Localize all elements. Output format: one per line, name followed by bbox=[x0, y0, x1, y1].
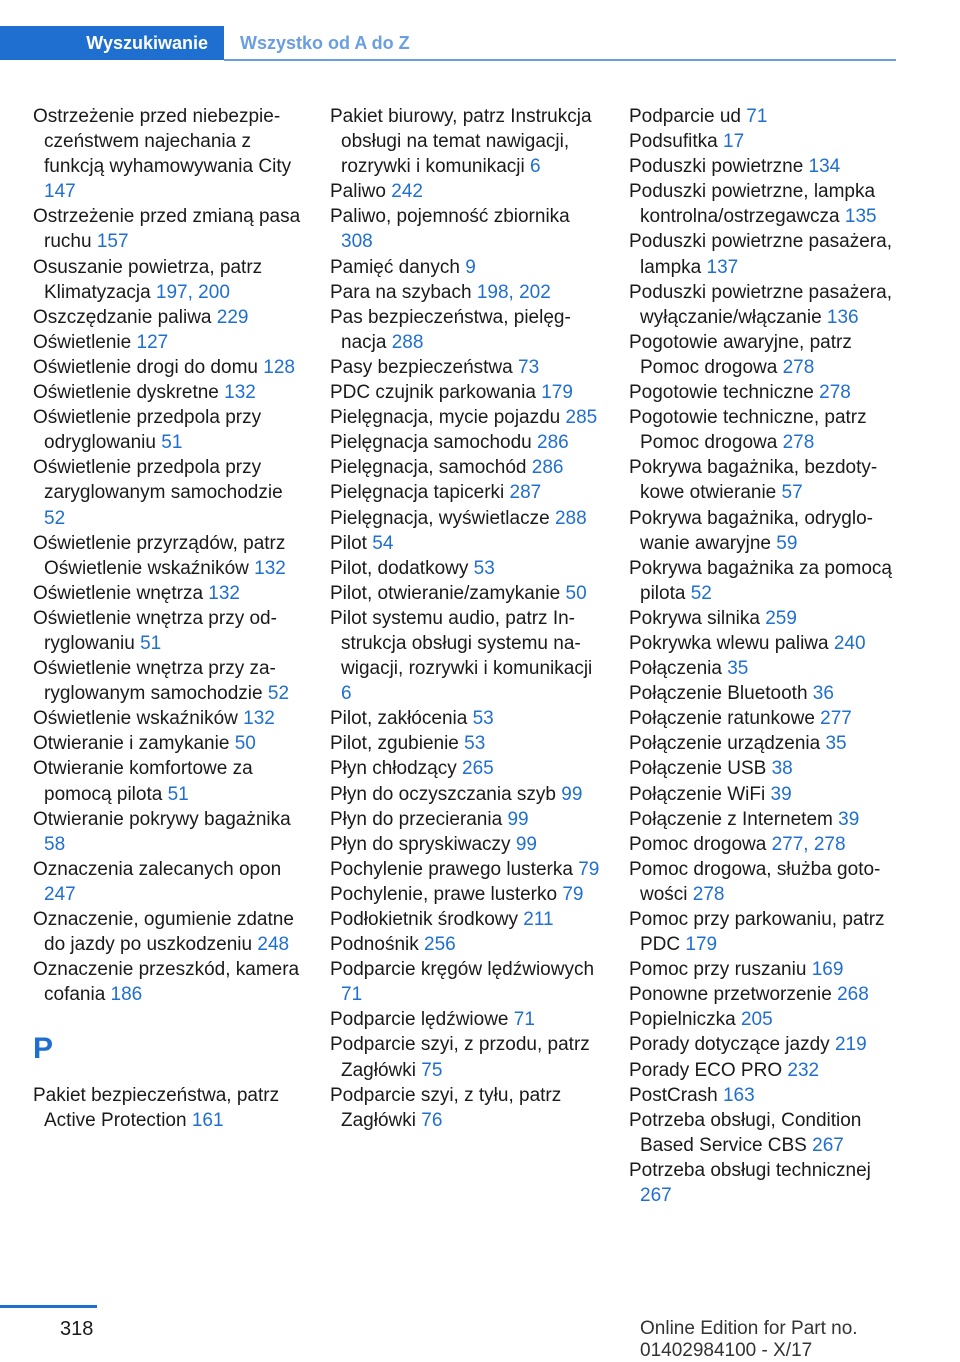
entry-term: Płyn do oczyszczania szyb bbox=[330, 783, 562, 805]
page-link[interactable]: 242 bbox=[391, 181, 423, 203]
index-entry bbox=[33, 656, 308, 706]
entry-term: Pilot systemu audio, patrz Instrukcja obsługi systemu nawigacji, rozrywki i komunikacji bbox=[330, 607, 593, 680]
page-link[interactable]: 219 bbox=[834, 1034, 867, 1056]
page-link[interactable]: 59 bbox=[776, 532, 798, 554]
index-entry bbox=[33, 104, 308, 204]
entry-term: Połączenie USB bbox=[629, 758, 772, 780]
index-entry bbox=[330, 932, 605, 957]
index-entry bbox=[629, 405, 899, 455]
entry-term: Potrzeba obsługi technicznej bbox=[629, 1159, 871, 1181]
entry-term: Połączenie WiFi bbox=[629, 783, 771, 805]
page-link[interactable]: 38 bbox=[771, 758, 793, 780]
entry-term: Poduszki powietrzne pasażera, lampka bbox=[629, 231, 892, 278]
index-entry bbox=[33, 807, 308, 857]
entry-term: Pogotowie techniczne, patrz Pomoc drogowa bbox=[629, 407, 867, 454]
page-link[interactable]: 71 bbox=[513, 1009, 535, 1031]
page-link[interactable]: 79 bbox=[562, 883, 584, 905]
page-link[interactable]: 265 bbox=[462, 758, 494, 780]
header-divider bbox=[224, 59, 896, 61]
page-link[interactable]: 134 bbox=[808, 156, 841, 178]
page-link[interactable]: 132 bbox=[224, 382, 256, 404]
index-entry bbox=[330, 1032, 605, 1082]
page-link[interactable]: 132 bbox=[243, 708, 275, 730]
page-link[interactable]: 232 bbox=[787, 1059, 820, 1081]
entry-term: Pomoc przy ruszaniu bbox=[629, 959, 812, 981]
footer-accent-line bbox=[0, 1305, 97, 1308]
index-entry bbox=[330, 506, 605, 531]
entry-term: Pomoc drogowa bbox=[629, 833, 772, 855]
page-link[interactable]: 288 bbox=[554, 507, 587, 529]
entry-term: Połączenie ratunkowe bbox=[629, 708, 821, 730]
entry-term: Podłokietnik środkowy bbox=[330, 909, 524, 930]
entry-term: Podnośnik bbox=[330, 934, 425, 956]
entry-term: Pilot, otwieranie/zamykanie bbox=[330, 582, 566, 604]
entry-term: Ostrzeżenie przed zmianą pasa ruchu bbox=[33, 206, 301, 253]
index-entry bbox=[629, 1083, 899, 1108]
page-link[interactable]: 308 bbox=[341, 231, 373, 253]
index-entry bbox=[629, 1058, 899, 1083]
page-link[interactable]: 137 bbox=[706, 256, 739, 278]
entry-term: Podparcie szyi, z przodu, patrz Zagłówki bbox=[330, 1034, 590, 1081]
page-link[interactable]: 127 bbox=[136, 331, 169, 353]
page-link[interactable]: 163 bbox=[722, 1084, 755, 1106]
page-link[interactable]: 50 bbox=[234, 733, 256, 755]
entry-term: Pielęgnacja, samochód bbox=[330, 457, 532, 479]
page-link[interactable]: 259 bbox=[765, 607, 797, 629]
page-link[interactable]: 277, 278 bbox=[771, 833, 846, 855]
entry-term: Pas bezpieczeństwa, pielęgnacja bbox=[330, 306, 571, 353]
page-link[interactable]: 285 bbox=[565, 407, 598, 429]
edition-note: Online Edition for Part no. 01402984100 - X/17 bbox=[640, 1318, 858, 1361]
entry-term: Oświetlenie drogi do domu bbox=[33, 356, 264, 378]
index-entry bbox=[330, 606, 605, 706]
index-entry bbox=[629, 104, 899, 129]
entry-term: Pomoc przy parkowaniu, patrz PDC bbox=[629, 909, 885, 956]
entry-term: Oświetlenie przyrządów, patrz Oświetlenie wskaźników bbox=[33, 532, 286, 579]
page-link[interactable]: 99 bbox=[561, 783, 583, 805]
page-link[interactable]: 286 bbox=[531, 457, 564, 479]
header bbox=[0, 26, 896, 62]
entry-term: Pilot, zakłócenia bbox=[330, 708, 473, 730]
index-entry bbox=[629, 606, 899, 631]
index-entry bbox=[330, 706, 605, 731]
page-link[interactable]: 17 bbox=[723, 131, 745, 153]
entry-term: Pasy bezpieczeństwa bbox=[330, 356, 518, 378]
index-entry bbox=[33, 405, 308, 455]
entry-term: Pamięć danych bbox=[330, 256, 466, 278]
index-entry bbox=[330, 305, 605, 355]
index-entry bbox=[33, 857, 308, 907]
page-link[interactable]: 287 bbox=[509, 482, 542, 504]
index-entry bbox=[629, 706, 899, 731]
page-link[interactable]: 169 bbox=[811, 959, 844, 981]
page-link[interactable]: 157 bbox=[96, 231, 129, 253]
index-entry bbox=[629, 380, 899, 405]
index-entry bbox=[629, 229, 899, 279]
index-column-3 bbox=[629, 104, 899, 1208]
page-link[interactable]: 247 bbox=[44, 883, 76, 905]
page-link[interactable]: 54 bbox=[372, 532, 394, 554]
index-entry bbox=[33, 305, 308, 330]
page-link[interactable]: 58 bbox=[44, 833, 66, 855]
entry-term: Poduszki powietrzne, lampka kontrolna/ostrzegawcza bbox=[629, 181, 876, 228]
entry-term: Oświetlenie przedpola przy odryglowaniu bbox=[33, 407, 262, 454]
entry-term: Otwieranie pokrywy bagażnika bbox=[33, 808, 291, 830]
entry-term: Podparcie szyi, z tyłu, patrz Zagłówki bbox=[330, 1084, 562, 1131]
page-link[interactable]: 211 bbox=[523, 909, 554, 930]
page-link[interactable]: 73 bbox=[518, 356, 540, 378]
index-entry bbox=[629, 556, 899, 606]
index-entry bbox=[629, 782, 899, 807]
index-entry bbox=[629, 179, 899, 229]
entry-term: Pielęgnacja samochodu bbox=[330, 432, 538, 454]
page-link[interactable]: 186 bbox=[110, 984, 143, 1006]
index-column-2 bbox=[330, 104, 605, 1133]
page-link[interactable]: 267 bbox=[640, 1185, 672, 1207]
entry-term: Popielniczka bbox=[629, 1009, 741, 1031]
entry-term: Pakiet biurowy, patrz Instrukcja obsługi na temat nawigacji, rozrywki i komunikacji bbox=[330, 106, 592, 178]
entry-term: Para na szybach bbox=[330, 281, 477, 303]
index-entry bbox=[330, 405, 605, 430]
page-link[interactable]: 229 bbox=[216, 306, 249, 328]
page-link[interactable]: 51 bbox=[167, 783, 189, 805]
entry-term: Oświetlenie przedpola przy zaryglowanym samochodzie bbox=[33, 457, 283, 504]
entry-term: Paliwo bbox=[330, 181, 392, 203]
index-entry bbox=[629, 807, 899, 832]
page-link[interactable]: 278 bbox=[819, 382, 851, 404]
entry-term: Podparcie kręgów lędźwiowych bbox=[330, 959, 595, 981]
page-link[interactable]: 71 bbox=[341, 984, 363, 1006]
page-link[interactable]: 179 bbox=[541, 382, 573, 404]
entry-term: Połączenia bbox=[629, 658, 728, 680]
entry-term: Oznaczenia zalecanych opon bbox=[33, 858, 282, 880]
entry-term: Oświetlenie wnętrza przy zaryglowanym samochodzie bbox=[33, 658, 276, 705]
tab-wszystko-od-a-do-z[interactable]: Wszystko od A do Z bbox=[240, 32, 410, 53]
index-entry bbox=[330, 455, 605, 480]
page-link[interactable]: 161 bbox=[191, 1110, 224, 1132]
index-entry bbox=[330, 807, 605, 832]
entry-term: Podparcie lędźwiowe bbox=[330, 1009, 514, 1031]
entry-term: Pilot bbox=[330, 532, 373, 554]
entry-term: Pokrywa bagażnika za pomocą pilota bbox=[629, 557, 892, 604]
entry-term: PDC czujnik parkowania bbox=[330, 382, 542, 404]
page-link[interactable]: 51 bbox=[161, 432, 183, 454]
page-link[interactable]: 248 bbox=[257, 934, 290, 956]
index-entry bbox=[330, 832, 605, 857]
page-link[interactable]: 99 bbox=[515, 833, 537, 855]
entry-term: Połączenie urządzenia bbox=[629, 733, 826, 755]
index-entry bbox=[629, 957, 899, 982]
entry-term: Płyn do spryskiwaczy bbox=[330, 833, 516, 855]
entry-term: Poduszki powietrzne bbox=[629, 156, 809, 178]
entry-term: Pokrywa bagażnika, odryglowanie awaryjne bbox=[629, 507, 873, 554]
page-link[interactable]: 179 bbox=[685, 934, 718, 956]
entry-term: Pielęgnacja, mycie pojazdu bbox=[330, 407, 566, 429]
index-entry bbox=[33, 380, 308, 405]
page-link[interactable]: 286 bbox=[537, 432, 569, 454]
index-entry bbox=[33, 957, 308, 1007]
entry-term: Pielęgnacja, wyświetlacze bbox=[330, 507, 555, 529]
entry-term: Oszczędzanie paliwa bbox=[33, 306, 217, 328]
entry-term: Potrzeba obsługi, Condition Based Service CBS bbox=[629, 1109, 862, 1156]
index-entry bbox=[629, 832, 899, 857]
entry-term: Ponowne przetworzenie bbox=[629, 984, 838, 1006]
page-link[interactable]: 79 bbox=[578, 858, 600, 880]
section-letter-p: P bbox=[33, 1032, 54, 1066]
page-link[interactable]: 205 bbox=[740, 1009, 773, 1031]
page-link[interactable]: 76 bbox=[421, 1109, 443, 1131]
index-entry bbox=[629, 280, 899, 330]
page-link[interactable]: 135 bbox=[844, 206, 877, 228]
entry-term: Pielęgnacja tapicerki bbox=[330, 482, 510, 504]
entry-term: Poduszki powietrzne pasażera, wyłączanie/włączanie bbox=[629, 281, 892, 328]
page-link[interactable]: 57 bbox=[781, 482, 803, 504]
entry-term: Oświetlenie wnętrza bbox=[33, 582, 209, 604]
index-entry bbox=[33, 581, 308, 606]
page-number: 318 bbox=[60, 1318, 94, 1340]
entry-term: Pilot, zgubienie bbox=[330, 733, 465, 755]
entry-term: Oświetlenie wnętrza przy odryglowaniu bbox=[33, 607, 277, 654]
index-entry bbox=[629, 1032, 899, 1057]
index-entry bbox=[330, 104, 605, 179]
index-entry bbox=[330, 480, 605, 505]
index-entry bbox=[629, 656, 899, 681]
index-entry bbox=[33, 255, 308, 305]
index-entry bbox=[330, 882, 605, 907]
page-link[interactable]: 53 bbox=[473, 557, 495, 579]
entry-term: Połączenie Bluetooth bbox=[629, 683, 813, 705]
index-entry bbox=[629, 982, 899, 1007]
page-link[interactable]: 35 bbox=[825, 733, 847, 755]
page-link[interactable]: 267 bbox=[812, 1134, 844, 1156]
index-entry bbox=[629, 1007, 899, 1032]
page-link[interactable]: 147 bbox=[44, 181, 76, 203]
index-column-1 bbox=[33, 104, 308, 1134]
index-entry bbox=[330, 731, 605, 756]
entry-term: Podparcie ud bbox=[629, 106, 747, 127]
entry-term: Pochylenie prawego lusterka bbox=[330, 858, 579, 880]
page-link[interactable]: 36 bbox=[812, 683, 834, 705]
page-link[interactable]: 99 bbox=[507, 808, 529, 830]
entry-term: Pochylenie, prawe lusterko bbox=[330, 883, 563, 905]
index-entry bbox=[33, 204, 308, 254]
entry-term: Pokrywka wlewu paliwa bbox=[629, 632, 834, 654]
index-entry bbox=[330, 556, 605, 581]
index-entry bbox=[629, 330, 899, 380]
page-link[interactable]: 35 bbox=[727, 658, 749, 680]
page-link[interactable]: 71 bbox=[746, 106, 768, 127]
page-link[interactable]: 278 bbox=[782, 356, 815, 378]
index-entry bbox=[629, 907, 899, 957]
index-entry bbox=[629, 631, 899, 656]
entry-term: Porady ECO PRO bbox=[629, 1059, 788, 1081]
entry-term: Płyn chłodzący bbox=[330, 758, 463, 780]
index-entry bbox=[33, 455, 308, 530]
page-link[interactable]: 39 bbox=[838, 808, 860, 830]
entry-term: Połączenie z Internetem bbox=[629, 808, 839, 830]
index-entry bbox=[330, 581, 605, 606]
page-link[interactable]: 9 bbox=[465, 256, 476, 278]
index-entry bbox=[330, 179, 605, 204]
page-link[interactable]: 136 bbox=[826, 306, 859, 328]
entry-term: Pogotowie techniczne bbox=[629, 382, 820, 404]
index-entry bbox=[330, 355, 605, 380]
entry-term: Ostrzeżenie przed niebezpieczeństwem najechania z funkcją wyhamowywania City bbox=[33, 106, 292, 178]
index-entry bbox=[33, 907, 308, 957]
page-link[interactable]: 198, 202 bbox=[476, 281, 551, 303]
index-entry bbox=[330, 380, 605, 405]
page-link[interactable]: 132 bbox=[254, 557, 286, 579]
index-entry bbox=[629, 681, 899, 706]
entry-term: Oznaczenie przeszkód, kamera cofania bbox=[33, 959, 300, 1006]
entry-term: Podsufitka bbox=[629, 131, 723, 153]
index-entry bbox=[629, 506, 899, 556]
entry-term: Pomoc drogowa, służba gotowości bbox=[629, 858, 881, 905]
entry-term: PostCrash bbox=[629, 1084, 723, 1106]
page-link[interactable]: 240 bbox=[833, 632, 866, 654]
entry-term: Pokrywa silnika bbox=[629, 607, 766, 629]
entry-term: Paliwo, pojemność zbiornika bbox=[330, 206, 570, 228]
index-entry bbox=[629, 1108, 899, 1158]
index-entry bbox=[330, 531, 605, 556]
page-link[interactable]: 51 bbox=[140, 632, 162, 654]
index-entry bbox=[330, 907, 605, 932]
entry-term: Pakiet bezpieczeństwa, patrz Active Protection bbox=[33, 1085, 280, 1132]
index-entry bbox=[629, 129, 899, 154]
page-link[interactable]: 132 bbox=[208, 582, 240, 604]
index-entry bbox=[330, 430, 605, 455]
page-link[interactable]: 128 bbox=[263, 356, 295, 378]
index-entry bbox=[33, 330, 308, 355]
index-entry bbox=[330, 782, 605, 807]
entry-term: Osuszanie powietrza, patrz Klimatyzacja bbox=[33, 256, 263, 303]
entry-term: Oświetlenie dyskretne bbox=[33, 382, 225, 404]
entry-term: Otwieranie komfortowe za pomocą pilota bbox=[33, 758, 253, 805]
entry-term: Pogotowie awaryjne, patrz Pomoc drogowa bbox=[629, 331, 852, 378]
entry-term: Porady dotyczące jazdy bbox=[629, 1034, 835, 1056]
page-link[interactable]: 6 bbox=[341, 683, 352, 705]
index-entry bbox=[629, 756, 899, 781]
index-entry bbox=[629, 731, 899, 756]
index-entry bbox=[33, 731, 308, 756]
index-entry bbox=[330, 255, 605, 280]
page-link[interactable]: 52 bbox=[44, 507, 66, 529]
index-entry bbox=[33, 355, 308, 380]
index-entry bbox=[629, 154, 899, 179]
index-entry bbox=[629, 857, 899, 907]
page-link[interactable]: 53 bbox=[464, 733, 486, 755]
page-link[interactable]: 288 bbox=[391, 331, 424, 353]
index-entry bbox=[330, 280, 605, 305]
page-link[interactable]: 52 bbox=[267, 683, 290, 705]
page-link[interactable]: 256 bbox=[424, 934, 456, 956]
index-entry bbox=[330, 756, 605, 781]
page-link[interactable]: 53 bbox=[472, 708, 494, 730]
index-entry bbox=[33, 756, 308, 806]
index-entry bbox=[330, 857, 605, 882]
page-link[interactable]: 39 bbox=[770, 783, 792, 805]
index-entry bbox=[330, 957, 605, 1007]
entry-term: Pilot, dodatkowy bbox=[330, 557, 474, 579]
page-link[interactable]: 50 bbox=[565, 582, 587, 604]
page-link[interactable]: 75 bbox=[421, 1059, 443, 1081]
index-entry bbox=[33, 531, 308, 581]
page-link[interactable]: 197, 200 bbox=[155, 281, 230, 303]
index-entry bbox=[33, 706, 308, 731]
index-entry bbox=[330, 1083, 605, 1133]
page-link[interactable]: 268 bbox=[837, 984, 869, 1006]
index-entry bbox=[330, 204, 605, 254]
entry-term: Oświetlenie wskaźników bbox=[33, 708, 244, 730]
page-link[interactable]: 277 bbox=[820, 708, 852, 730]
tab-wyszukiwanie[interactable]: Wyszukiwanie bbox=[0, 26, 224, 60]
entry-term: Płyn do przecierania bbox=[330, 808, 508, 830]
index-entry bbox=[629, 1158, 899, 1208]
page-link[interactable]: 278 bbox=[782, 432, 815, 454]
entry-term: Oświetlenie bbox=[33, 331, 137, 353]
entry-term: Otwieranie i zamykanie bbox=[33, 733, 235, 755]
index-entry bbox=[33, 1083, 308, 1133]
index-entry bbox=[330, 1007, 605, 1032]
entry-term: Pokrywa bagażnika, bezdotykowe otwieranie bbox=[629, 457, 878, 504]
page-link[interactable]: 278 bbox=[692, 883, 725, 905]
page-link[interactable]: 52 bbox=[690, 582, 712, 604]
page-link[interactable]: 6 bbox=[529, 156, 541, 178]
index-entry bbox=[33, 606, 308, 656]
index-entry bbox=[629, 455, 899, 505]
entry-term: Oznaczenie, ogumienie zdatne do jazdy po uszkodzeniu bbox=[33, 909, 294, 956]
